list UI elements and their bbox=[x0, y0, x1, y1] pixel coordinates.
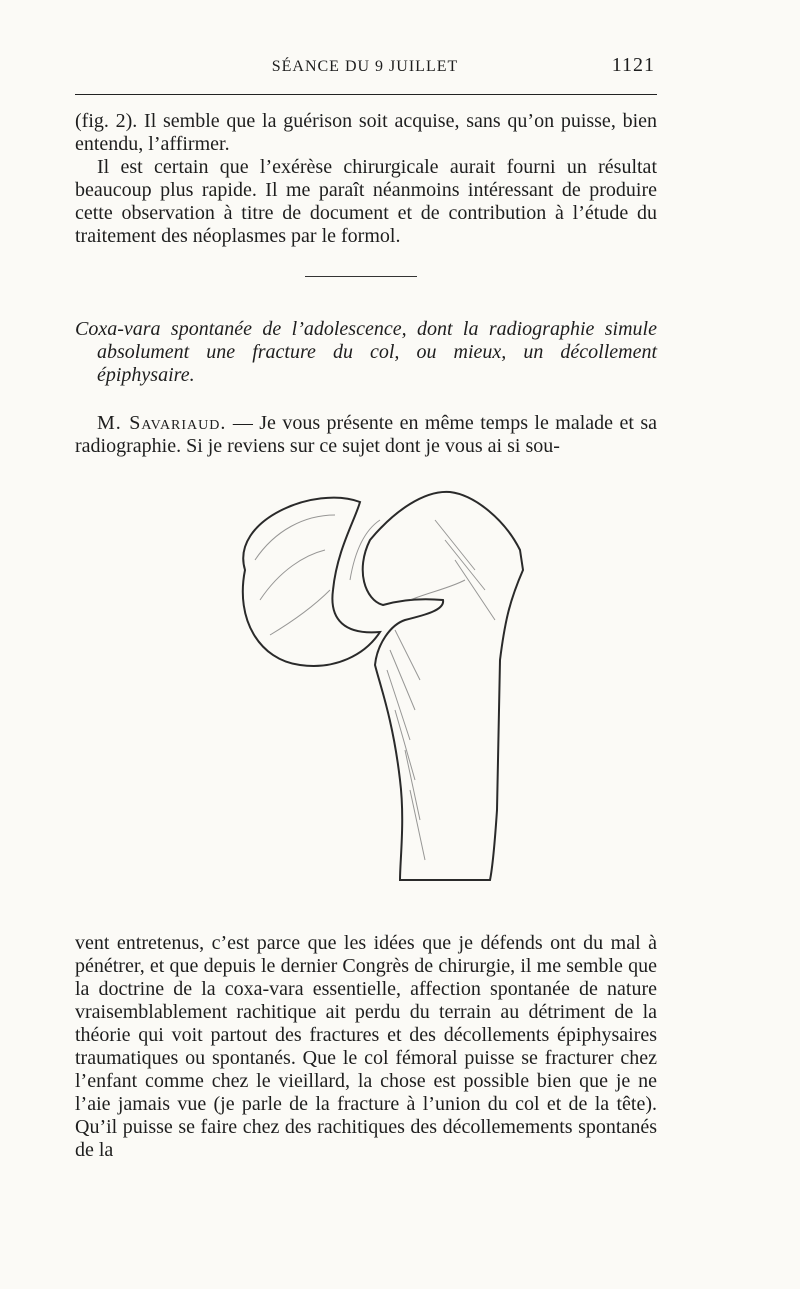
running-header bbox=[75, 52, 655, 82]
section-separator bbox=[305, 276, 417, 277]
header-rule bbox=[75, 94, 657, 95]
femoral-neck-outline bbox=[363, 492, 523, 880]
intro-text: — Je vous présente en même temps le malade et sa radiographie. Si je reviens sur ce sujet dont je vous ai si sou- bbox=[75, 412, 657, 457]
section-heading-block bbox=[75, 318, 657, 387]
intro-paragraph-block bbox=[75, 412, 657, 458]
paragraph-continuation: (fig. 2). Il semble que la guérison soit acquise, sans qu’on puisse, bien entendu, l’affirmer. bbox=[75, 110, 657, 155]
paragraph-main: vent entretenus, c’est parce que les idées que je défends ont du mal à pénétrer, et que depuis le dernier Congrès de chirurgie, il me semble que la doctrine de la coxa-vara essentielle, affection spontanée de nature vraisemblablement rachitique ait perdu du terrain au détriment de la théorie qui voit partout des fractures et des décollements épiphysaires traumatiques ou spontanés. Que le col fémoral puisse se fracturer chez l’enfant comme chez le vieillard, la chose est possible bien que je ne l’aie jamais vue (je parle de la fracture à l’union du col et de la tête). Qu’il puisse se faire chez des rachitiques des décollemements spontanés de la bbox=[75, 932, 657, 1161]
main-paragraph-block bbox=[75, 932, 657, 1162]
paragraph-intro bbox=[75, 412, 657, 458]
femur-illustration bbox=[205, 480, 535, 900]
header-title: SÉANCE DU 9 JUILLET bbox=[271, 58, 459, 75]
section-title: Coxa-vara spontanée de l’adolescence, dont la radiographie simule absolument une fracture du col, ou mieux, un décollement épiphysaire. bbox=[75, 318, 657, 386]
page-number: 1121 bbox=[611, 54, 655, 76]
opening-paragraph-block bbox=[75, 110, 657, 248]
paragraph-exerese: Il est certain que l’exérèse chirurgicale aurait fourni un résultat beaucoup plus rapide. Il me paraît néanmoins intéressant de produire cette observation à titre de document et de contribution à l’étude du traitement des néoplasmes par le formol. bbox=[75, 156, 657, 247]
femoral-head-outline bbox=[243, 498, 380, 666]
speaker-name: M. Savariaud. bbox=[97, 412, 227, 434]
